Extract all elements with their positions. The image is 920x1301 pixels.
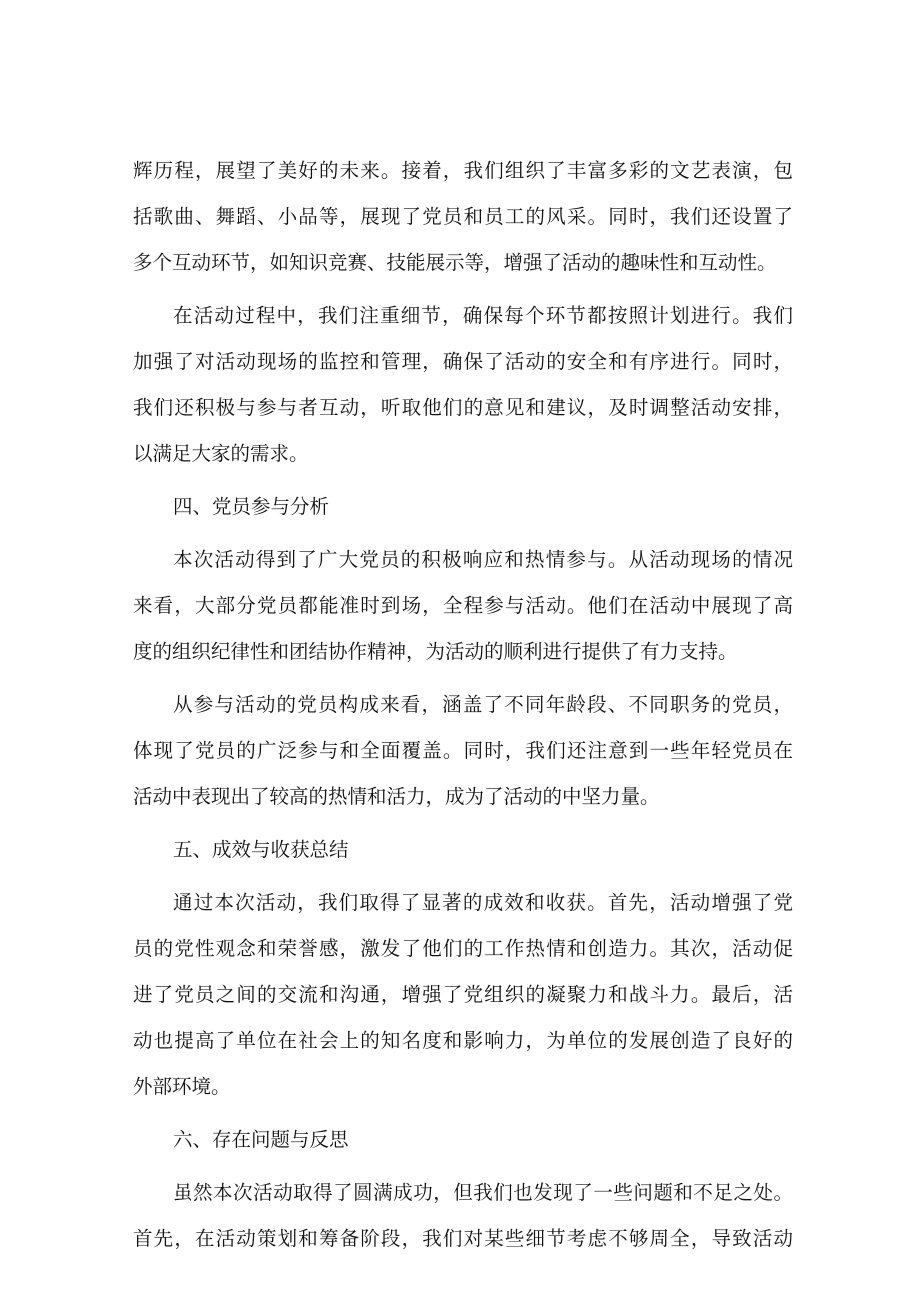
paragraph-line: 活动中表现出了较高的热情和活力，成为了活动的中坚力量。 [133, 785, 660, 808]
paragraph-line: 本次活动得到了广大党员的积极响应和热情参与。从活动现场的情况 [173, 548, 793, 571]
section-heading [133, 1117, 793, 1163]
paragraph-line: 动也提高了单位在社会上的知名度和影响力，为单位的发展创造了良好的 [133, 1029, 793, 1052]
paragraph [133, 537, 793, 675]
paragraph-line: 从参与活动的党员构成来看，涵盖了不同年龄段、不同职务的党员， [173, 693, 793, 716]
heading-text: 四、党员参与分析 [173, 495, 330, 518]
heading-text: 五、成效与收获总结 [173, 838, 349, 861]
paragraph-line: 体现了党员的广泛参与和全面覆盖。同时，我们还注意到一些年轻党员在 [133, 739, 793, 762]
paragraph-line: 括歌曲、舞蹈、小品等，展现了党员和员工的风采。同时，我们还设置了 [133, 205, 793, 228]
paragraph-line: 来看，大部分党员都能准时到场，全程参与活动。他们在活动中展现了高 [133, 594, 793, 617]
paragraph [133, 293, 793, 477]
paragraph-line: 以满足大家的需求。 [133, 442, 309, 465]
paragraph-line: 外部环境。 [133, 1075, 231, 1098]
paragraph-line: 虽然本次活动取得了圆满成功，但我们也发现了一些问题和不足之处。 [173, 1181, 793, 1204]
section-heading [133, 484, 793, 530]
paragraph [133, 1170, 793, 1262]
paragraph-line: 通过本次活动，我们取得了显著的成效和收获。首先，活动增强了党 [173, 891, 793, 914]
paragraph-line: 度的组织纪律性和团结协作精神，为活动的顺利进行提供了有力支持。 [133, 640, 738, 663]
paragraph-line: 在活动过程中，我们注重细节，确保每个环节都按照计划进行。我们 [173, 304, 793, 327]
paragraph-line: 辉历程，展望了美好的未来。接着，我们组织了丰富多彩的文艺表演，包 [133, 159, 793, 182]
paragraph-line: 首先，在活动策划和筹备阶段，我们对某些细节考虑不够周全，导致活动 [133, 1227, 793, 1250]
paragraph-line: 我们还积极与参与者互动，听取他们的意见和建议，及时调整活动安排， [133, 396, 793, 419]
document-body [133, 148, 793, 1269]
paragraph-line: 进了党员之间的交流和沟通，增强了党组织的凝聚力和战斗力。最后，活 [133, 983, 793, 1006]
section-heading [133, 827, 793, 873]
paragraph [133, 880, 793, 1110]
paragraph-line: 员的党性观念和荣誉感，激发了他们的工作热情和创造力。其次，活动促 [133, 937, 793, 960]
paragraph [133, 682, 793, 820]
heading-text: 六、存在问题与反思 [173, 1128, 349, 1151]
paragraph-line: 加强了对活动现场的监控和管理，确保了活动的安全和有序进行。同时， [133, 350, 793, 373]
paragraph [133, 148, 793, 286]
paragraph-line: 多个互动环节，如知识竞赛、技能展示等，增强了活动的趣味性和互动性。 [133, 251, 777, 274]
